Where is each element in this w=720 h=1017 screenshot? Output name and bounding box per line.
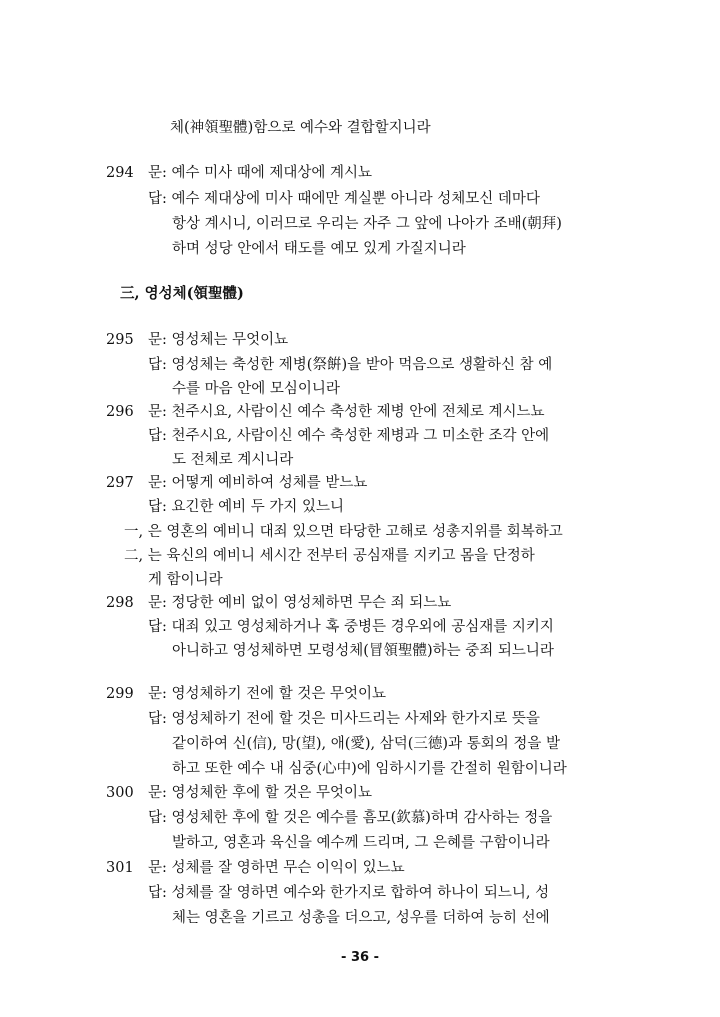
answer-line: 답: 영성체는 축성한 제병(祭餠)을 받아 먹음으로 생활하신 참 예 (148, 357, 553, 373)
question-text: 문: 영성체하기 전에 할 것은 무엇이뇨 (148, 686, 387, 702)
answer-line: 수를 마음 안에 모심이니라 (172, 381, 340, 397)
question-number: 294 (106, 165, 134, 181)
answer-line: 답: 성체를 잘 영하면 예수와 한가지로 합하여 하나이 되느니, 성 (148, 885, 550, 901)
question-text: 문: 성체를 잘 영하면 무슨 이익이 있느뇨 (148, 860, 405, 876)
answer-line: 발하고, 영혼과 육신을 예수께 드리며, 그 은혜를 구함이니라 (172, 835, 550, 851)
answer-line: 답: 요긴한 예비 두 가지 있느니 (148, 499, 345, 515)
question-294 (106, 163, 372, 183)
answer-point: 二, 는 육신의 예비니 세시간 전부터 공심재를 지키고 몸을 단정하 (124, 548, 535, 564)
question-number: 298 (106, 595, 134, 611)
question-text: 문: 영성체는 무엇이뇨 (148, 332, 289, 348)
question-295 (106, 330, 288, 350)
answer-line: 답: 예수 제대상에 미사 때에만 계실뿐 아니라 성체모신 데마다 (148, 191, 540, 207)
question-text: 문: 어떻게 예비하여 성체를 받느뇨 (148, 475, 368, 491)
answer-line: 같이하여 신(信), 망(望), 애(愛), 삼덕(三德)과 통회의 정을 발 (172, 736, 560, 752)
answer-line: 하고 또한 예수 내 심중(心中)에 임하시기를 간절히 원함이니라 (172, 761, 567, 777)
answer-line: 답: 영성체한 후에 할 것은 예수를 흠모(欽慕)하며 감사하는 정을 (148, 810, 553, 826)
answer-line: 아니하고 영성체하면 모령성체(冒領聖體)하는 중죄 되느니라 (172, 643, 554, 659)
answer-line: 답: 영성체하기 전에 할 것은 미사드리는 사제와 한가지로 뜻을 (148, 711, 540, 727)
page-number: - 36 - (341, 950, 379, 965)
answer-line: 답: 천주시요, 사람이신 예수 축성한 제병과 그 미소한 조각 안에 (148, 428, 550, 444)
question-text: 문: 정당한 예비 없이 영성체하면 무슨 죄 되느뇨 (148, 595, 452, 611)
question-number: 299 (106, 686, 134, 702)
answer-line: 항상 계시니, 이러므로 우리는 자주 그 앞에 나아가 조배(朝拜) (172, 216, 562, 232)
answer-line: 도 전체로 계시니라 (172, 452, 294, 468)
question-number: 295 (106, 332, 134, 348)
question-number: 297 (106, 475, 134, 491)
question-number: 296 (106, 404, 134, 420)
question-text: 문: 천주시요, 사람이신 예수 축성한 제병 안에 전체로 계시느뇨 (148, 404, 545, 420)
question-number: 301 (106, 860, 134, 876)
section-heading: 三, 영성체(領聖體) (120, 285, 244, 302)
question-300 (106, 783, 372, 803)
answer-point: 一, 은 영혼의 예비니 대죄 있으면 타당한 고해로 성총지위를 회복하고 (124, 524, 563, 540)
answer-point: 게 함이니라 (148, 572, 223, 588)
answer-line: 답: 대죄 있고 영성체하거나 혹 중병든 경우외에 공심재를 지키지 (148, 619, 554, 635)
question-number: 300 (106, 785, 134, 801)
question-297 (106, 473, 367, 493)
answer-line: 하며 성당 안에서 태도를 예모 있게 가질지니라 (172, 241, 466, 257)
intro-line: 체(神領聖體)함으로 예수와 결합할지니라 (170, 120, 431, 136)
question-text: 문: 예수 미사 때에 제대상에 계시뇨 (148, 165, 373, 181)
answer-line: 체는 영혼을 기르고 성총을 더으고, 성우를 더하여 능히 선에 (172, 910, 550, 926)
question-301 (106, 858, 405, 878)
question-299 (106, 684, 386, 704)
question-298 (106, 593, 451, 613)
question-text: 문: 영성체한 후에 할 것은 무엇이뇨 (148, 785, 373, 801)
question-296 (106, 402, 545, 422)
